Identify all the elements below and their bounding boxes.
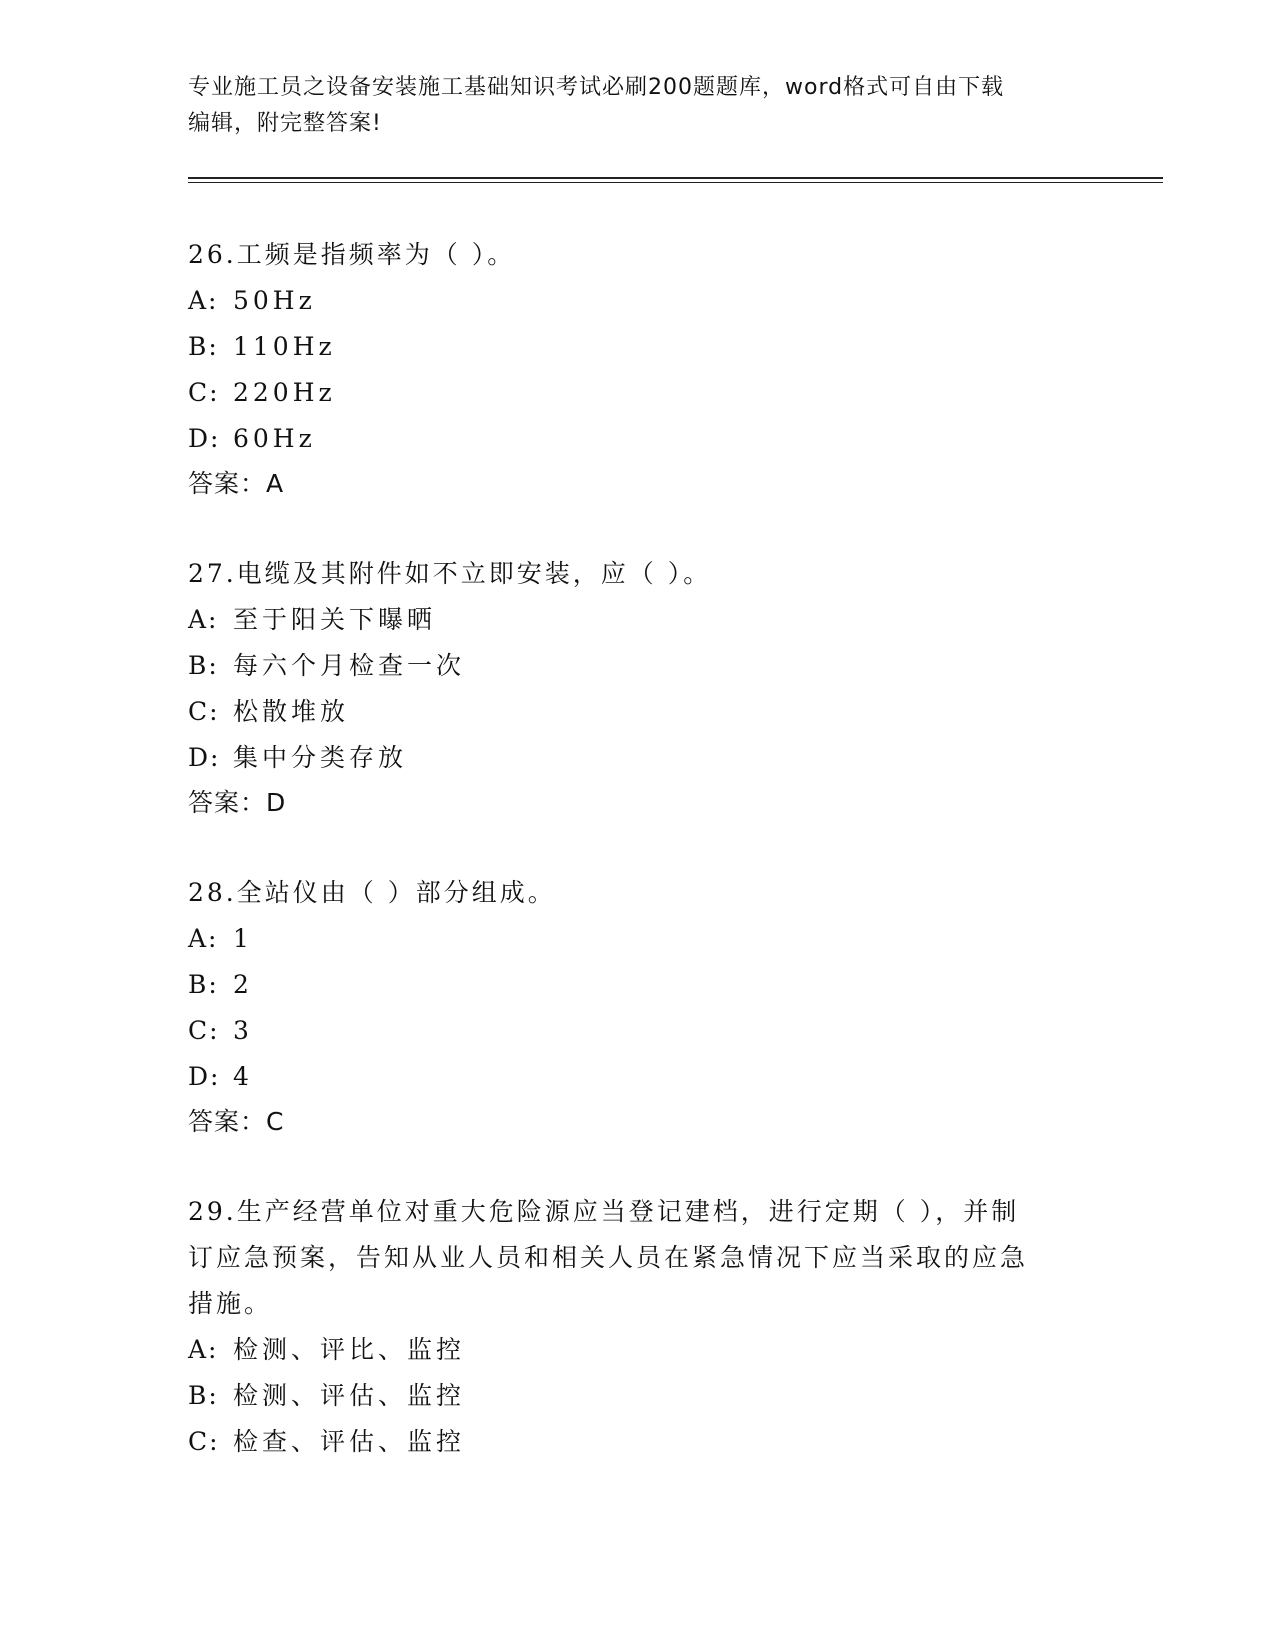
option-c: [188, 689, 1088, 735]
option-b: [188, 1373, 1088, 1419]
option-text: 110Hz: [233, 332, 336, 361]
option-d: [188, 735, 1088, 781]
question-26: [188, 232, 1088, 506]
option-key: A:: [188, 924, 219, 953]
option-text: 集中分类存放: [233, 743, 408, 772]
option-text: 至于阳关下曝晒: [233, 605, 437, 634]
question-stem-line-2: 订应急预案，告知从业人员和相关人员在紧急情况下应当采取的应急: [188, 1243, 1029, 1272]
option-key: C:: [188, 378, 220, 407]
header-title-line-2: 编辑，附完整答案!: [188, 111, 382, 136]
question-stem: 28.全站仪由（ ）部分组成。: [188, 878, 556, 907]
option-key: B:: [188, 970, 219, 999]
document-header: [188, 70, 1088, 142]
question-stem: 27.电缆及其附件如不立即安装，应（ ）。: [188, 559, 712, 588]
option-text: 3: [233, 1016, 253, 1045]
question-29: [188, 1189, 1088, 1465]
option-text: 1: [233, 924, 253, 953]
option-text: 50Hz: [233, 286, 316, 315]
option-d: [188, 1054, 1088, 1100]
option-text: 检查、评估、监控: [233, 1427, 466, 1456]
option-text: 220Hz: [233, 378, 336, 407]
question-stem: 26.工频是指频率为（ ）。: [188, 240, 516, 269]
option-d: [188, 416, 1088, 462]
option-a: [188, 597, 1088, 643]
option-text: 检测、评比、监控: [233, 1335, 466, 1364]
question-stem-line-3: 措施。: [188, 1289, 273, 1318]
option-key: B:: [188, 651, 219, 680]
option-key: C:: [188, 1427, 220, 1456]
header-divider-thick: [188, 177, 1163, 179]
question-stem-line-1: 29.生产经营单位对重大危险源应当登记建档，进行定期（ ），并制: [188, 1197, 1020, 1226]
option-key: A:: [188, 286, 219, 315]
header-divider-thin: [188, 182, 1163, 183]
option-text: 每六个月检查一次: [233, 651, 466, 680]
option-key: D:: [188, 1062, 221, 1091]
answer-line: 答案：D: [188, 788, 287, 817]
option-c: [188, 1008, 1088, 1054]
option-a: [188, 916, 1088, 962]
option-key: A:: [188, 605, 219, 634]
option-text: 松散堆放: [233, 697, 350, 726]
option-b: [188, 643, 1088, 689]
answer-line: 答案：C: [188, 1107, 285, 1136]
option-text: 检测、评估、监控: [233, 1381, 466, 1410]
option-a: [188, 278, 1088, 324]
option-b: [188, 962, 1088, 1008]
option-text: 4: [233, 1062, 253, 1091]
option-key: B:: [188, 1381, 219, 1410]
option-key: C:: [188, 697, 220, 726]
option-key: D:: [188, 424, 221, 453]
option-key: A:: [188, 1335, 219, 1364]
option-key: D:: [188, 743, 221, 772]
header-title-line-1: 专业施工员之设备安装施工基础知识考试必刷200题题库，word格式可自由下载: [188, 75, 1005, 100]
option-b: [188, 324, 1088, 370]
answer-line: 答案：A: [188, 469, 285, 498]
option-c: [188, 370, 1088, 416]
option-c: [188, 1419, 1088, 1465]
option-text: 60Hz: [233, 424, 316, 453]
question-list: [188, 232, 1088, 1510]
option-text: 2: [233, 970, 253, 999]
question-28: [188, 870, 1088, 1144]
option-key: B:: [188, 332, 219, 361]
option-key: C:: [188, 1016, 220, 1045]
option-a: [188, 1327, 1088, 1373]
question-27: [188, 551, 1088, 825]
